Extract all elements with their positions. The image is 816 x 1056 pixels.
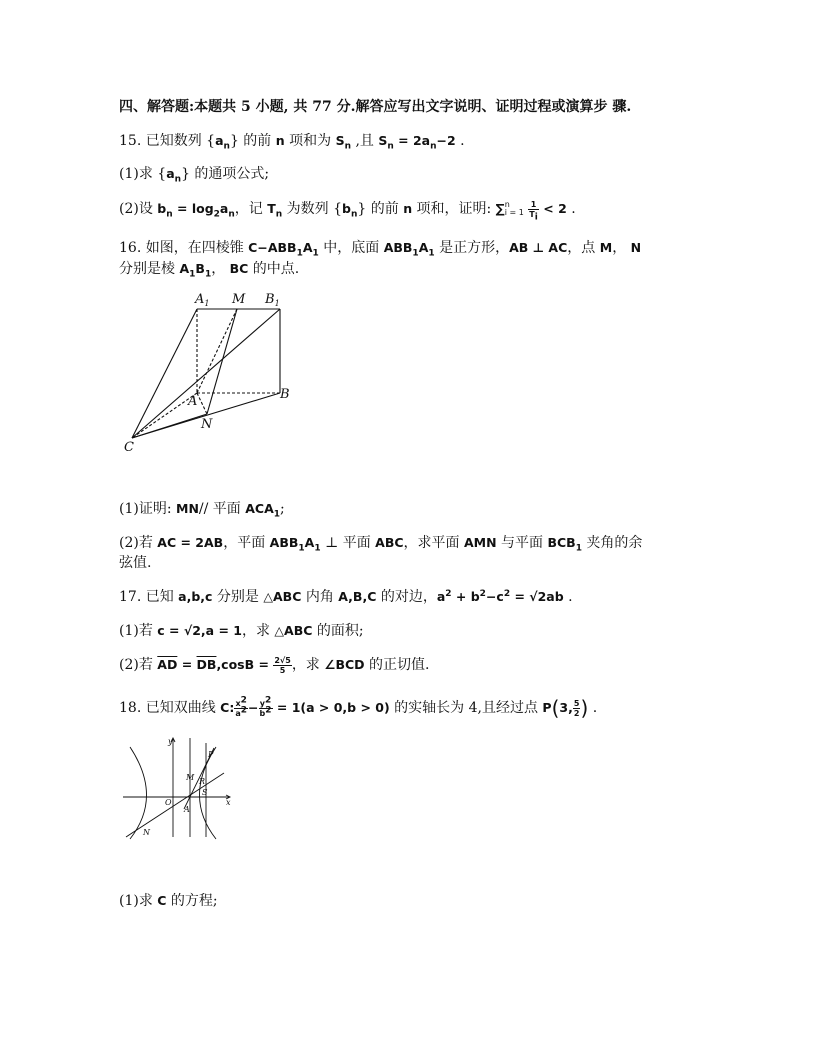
label-x: x [226,798,231,807]
label-P: P [208,750,214,759]
label-M: M [186,773,195,782]
label-S: S [202,788,208,797]
label-C: C [124,440,134,455]
label-M: M [232,292,246,307]
q16-part2-line1: (2)若 AC = 2AB，平面 $ABB_1A_1$ ⊥ 平面 ABC，求平面 AMN 与平面 $BCB_1$ 夹角的余 [119,535,643,554]
q17-part1: (1)若 c = √2,a = 1，求 △ABC 的面积; [119,623,364,639]
label-N: N [201,417,213,432]
label-A: A [184,805,190,814]
label-B1: $B_1$ [265,292,280,308]
pyramid-figure [115,288,315,458]
q15-part2: (2)设 $b_n = \log_2a_n$，记 $T_n$ 为数列 $\{b_n\}$ 的前 n 项和，证明: ∑ n i = 1 $\frac{1}{T_i}$ < 2 . [119,199,576,223]
label-A1: $A_1$ [195,292,210,308]
hyperbola-figure [118,733,238,843]
label-y: y [168,737,173,746]
q18-stem: 18. 已知双曲线 C: $\frac{x^2}{a^2}$ − $\frac{y^2}{b^2}$ = 1(a > 0,b > 0) 的实轴长为 4,且经过点 P(3, $\frac{5}{2}$ ) . [119,694,598,720]
q15-stem: 15. 已知数列 $\{a_n\}$ 的前 n 项和为 $S_n$ ,且 $S_n = 2a_n-2$ . [119,133,465,152]
label-O: O [165,798,172,807]
label-B: B [280,387,290,402]
q17-part2: (2)若 $\overline{AD} = \overline{DB},\cos B$ = $\frac{2√5}{5}$ ，求 ∠BCD 的正切值. [119,655,430,675]
q16-part1: (1)证明: MN// 平面 $ACA_1$; [119,501,285,520]
label-N: N [143,828,150,837]
label-R: R [199,777,206,786]
label-A: A [188,394,198,409]
section-heading: 四、解答题:本题共 5 小题, 共 77 分.解答应写出文字说明、证明过程或演算步 骤. [119,99,632,115]
q15-part1: (1)求 $\{a_n\}$ 的通项公式; [119,166,270,185]
q18-part1: (1)求 C 的方程; [119,893,218,909]
q16-stem-line1: 16. 如图，在四棱锥 $C-ABB_1A_1$ 中，底面 $ABB_1A_1$ 是正方形，AB ⊥ AC，点 M， N [119,240,642,259]
q16-stem-line2: 分别是棱 $A_1B_1$， BC 的中点. [119,261,300,280]
q17-stem: 17. 已知 a,b,c 分别是 △ABC 内角 A,B,C 的对边，$a^2 + b^2-c^2 = √2ab$ . [119,588,573,605]
q16-part2-line2: 弦值. [119,555,152,571]
